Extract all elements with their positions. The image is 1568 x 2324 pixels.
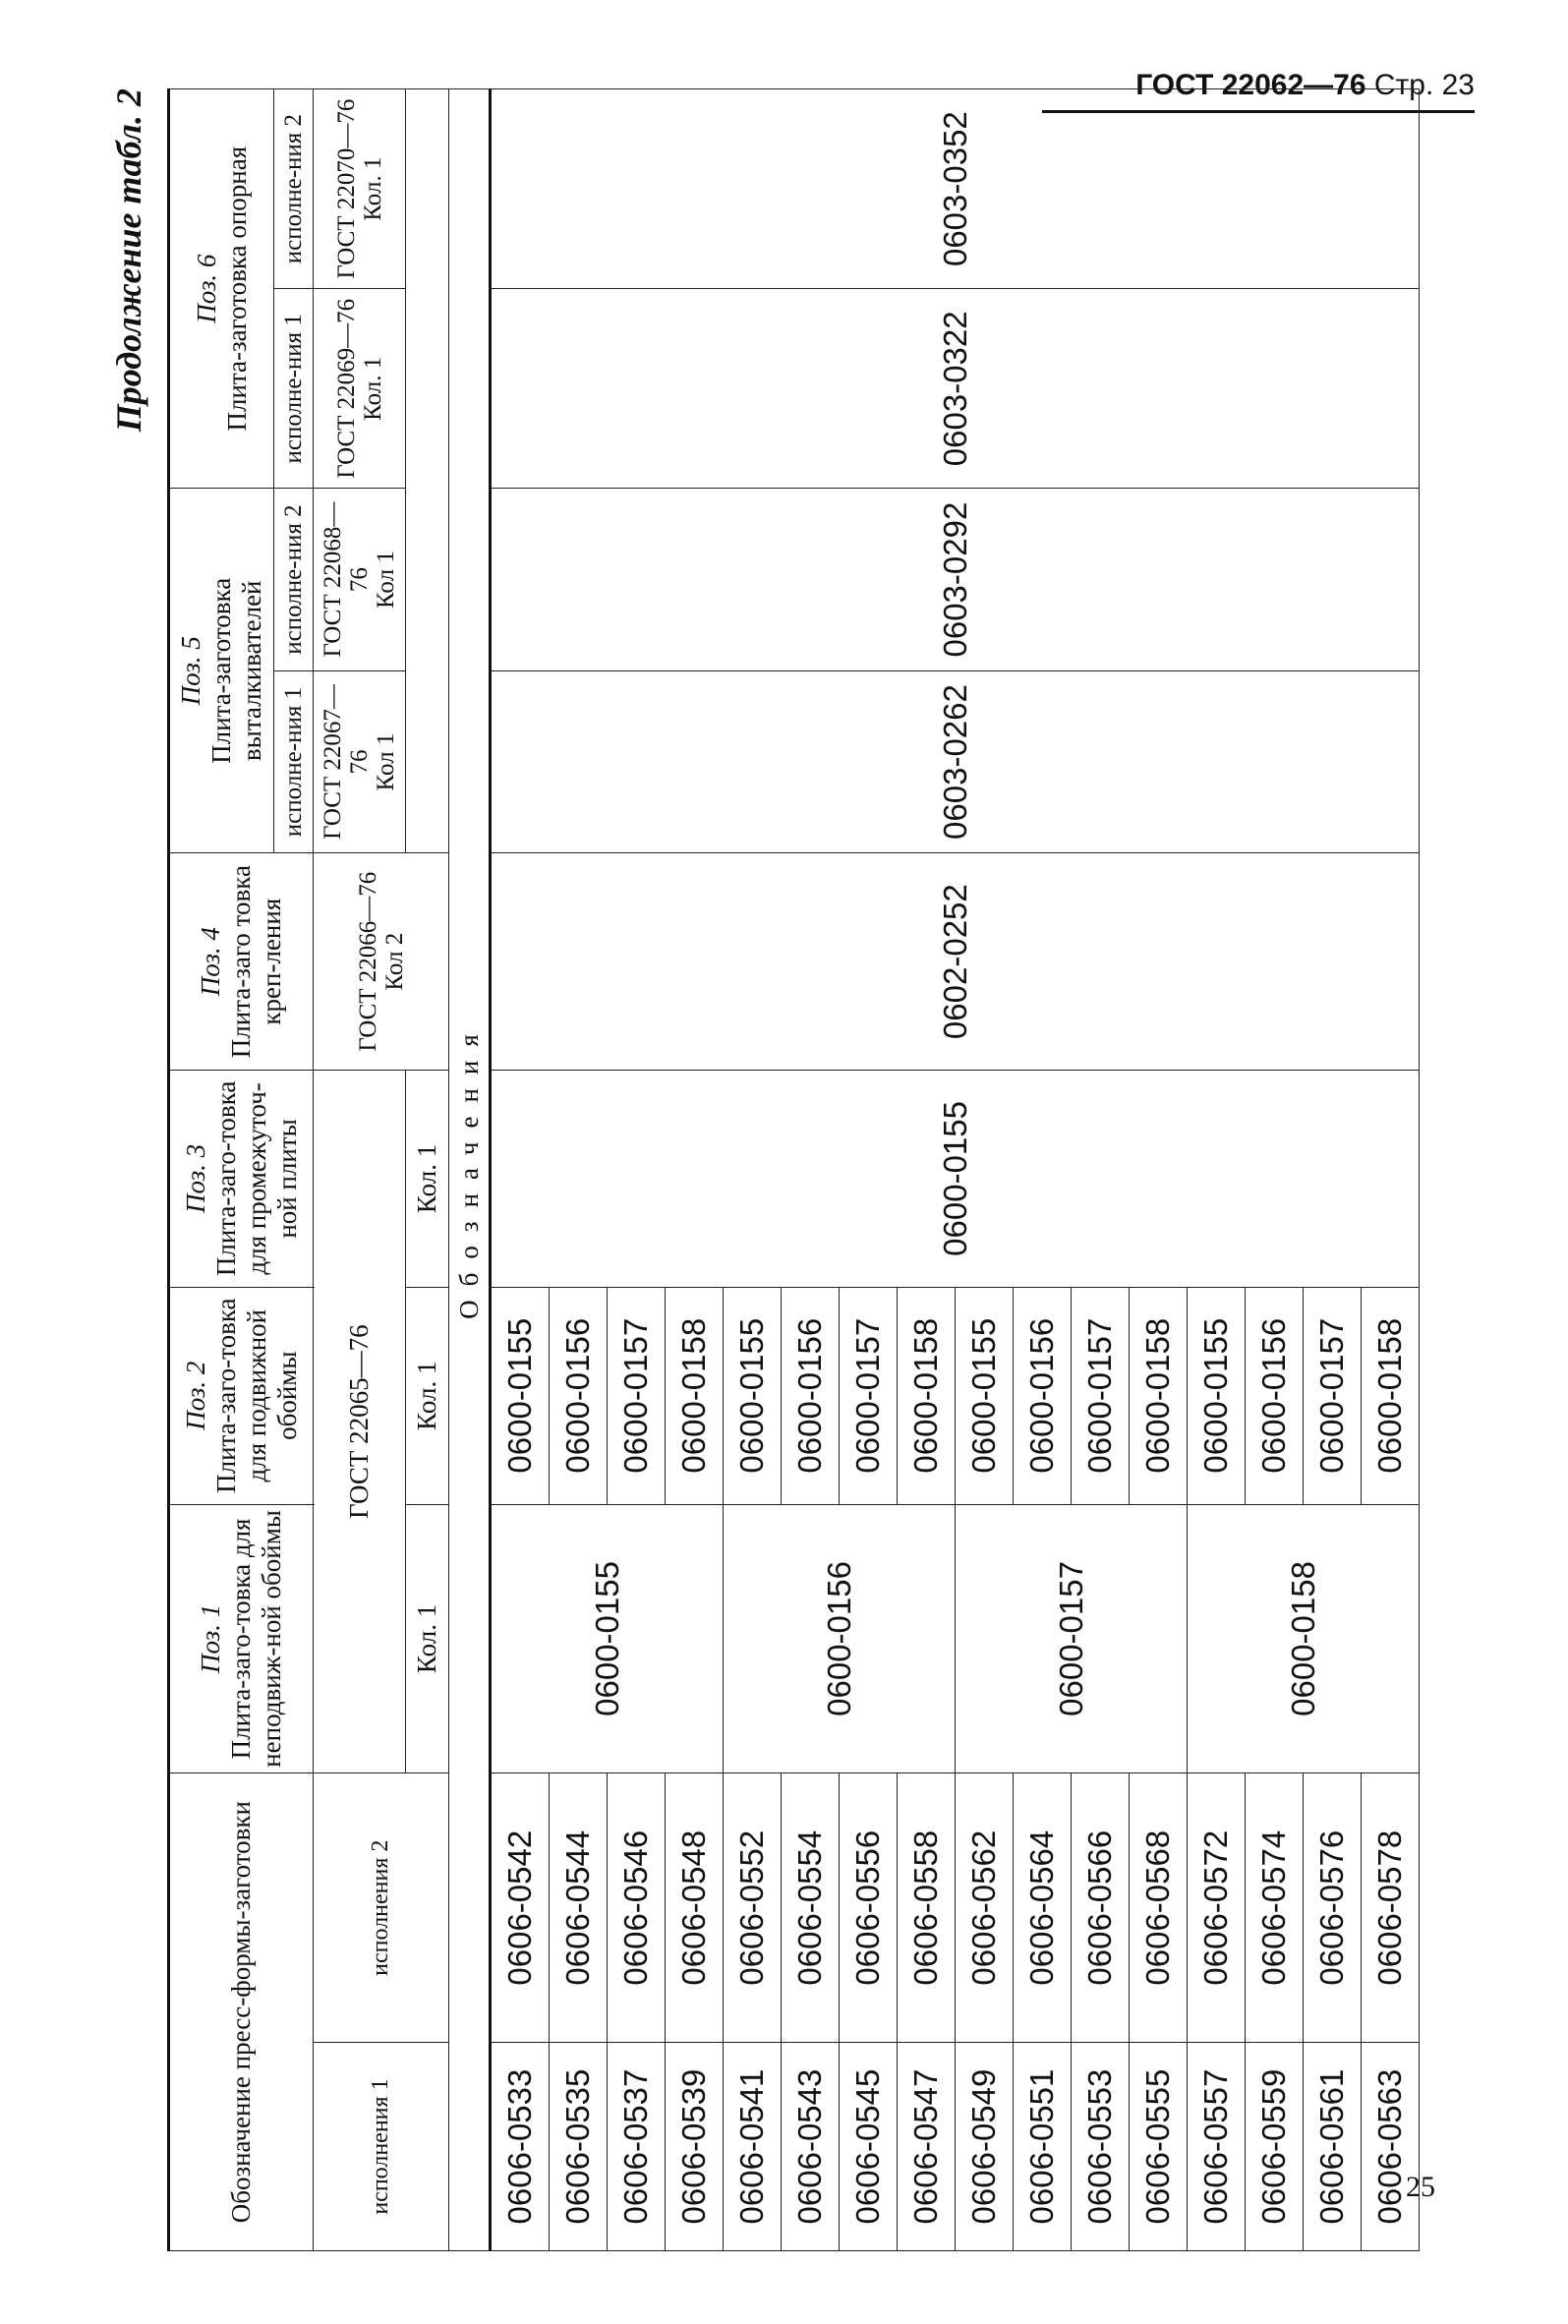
isp1-cell: 0606-0535 [550, 2043, 608, 2251]
isp2-cell: 0606-0564 [1014, 1773, 1072, 2043]
poz2-label: Поз. 2 [180, 1361, 210, 1430]
poz5-v2-std: ГОСТ 22068—76 [319, 501, 373, 658]
poz2-cell: 0600-0156 [1246, 1287, 1304, 1504]
page-label: Стр. 23 [1373, 69, 1475, 101]
poz3-cell: 0600-0155 [491, 1071, 1420, 1288]
designations-label: Обозначения [449, 89, 491, 2251]
press-form-header: Обозначение пресс-формы-заготовки [169, 1773, 314, 2251]
poz4-label: Поз. 4 [196, 927, 225, 997]
poz2-cell: 0600-0158 [666, 1287, 724, 1504]
poz2-cell: 0600-0157 [840, 1287, 898, 1504]
isp1-cell: 0606-0559 [1246, 2043, 1304, 2251]
isp2-cell: 0606-0552 [724, 1773, 782, 2043]
poz1-qty: Кол. 1 [406, 1504, 449, 1773]
isp1-cell: 0606-0563 [1362, 2043, 1420, 2251]
poz2-cell: 0600-0157 [1072, 1287, 1130, 1504]
poz6-v1-qty: Кол. 1 [359, 356, 386, 421]
poz5-v2-header: исполне-ния 2 [274, 489, 314, 670]
poz5-v1-qty: Кол 1 [373, 732, 399, 791]
poz5-v2-cell: 0603-0292 [491, 489, 1420, 670]
isp2-cell: 0606-0542 [491, 1773, 550, 2043]
poz6-name: Плита-заготовка опорная [221, 145, 252, 432]
poz6-v2-cell: 0603-0352 [491, 89, 1420, 289]
isp2-cell: 0606-0558 [898, 1773, 956, 2043]
isp2-cell: 0606-0576 [1304, 1773, 1362, 2043]
isp2-cell: 0606-0578 [1362, 1773, 1420, 2043]
table-row [491, 89, 550, 2251]
isp2-cell: 0606-0566 [1072, 1773, 1130, 2043]
isp1-cell: 0606-0533 [491, 2043, 550, 2251]
poz5-name: Плита-заготовка выталкивателей [206, 577, 266, 764]
isp1-cell: 0606-0543 [782, 2043, 840, 2251]
isp1-cell: 0606-0561 [1304, 2043, 1362, 2251]
poz5-v1-header: исполне-ния 1 [274, 670, 314, 852]
isp2-cell: 0606-0548 [666, 1773, 724, 2043]
poz6-v2-std: ГОСТ 22070—76 [332, 98, 360, 279]
poz1-name: Плита-заго-товка для неподвиж-ной обоймы [226, 1510, 286, 1768]
poz6-header [169, 89, 274, 489]
isp1-cell: 0606-0553 [1072, 2043, 1130, 2251]
poz4-cell: 0602-0252 [491, 853, 1420, 1071]
poz2-cell: 0600-0155 [724, 1287, 782, 1504]
poz6-v1-cell: 0603-0322 [491, 289, 1420, 489]
poz1-cell: 0600-0155 [491, 1504, 724, 1773]
isp1-cell: 0606-0537 [608, 2043, 666, 2251]
poz3-header [169, 1071, 314, 1288]
poz4-std: ГОСТ 22066—76 [354, 871, 381, 1052]
isp2-cell: 0606-0554 [782, 1773, 840, 2043]
poz2-cell: 0600-0158 [1130, 1287, 1188, 1504]
isp1-cell: 0606-0547 [898, 2043, 956, 2251]
poz2-cell: 0600-0158 [898, 1287, 956, 1504]
isp1-cell: 0606-0539 [666, 2043, 724, 2251]
gost-22065-header: ГОСТ 22065—76 [314, 1071, 406, 1773]
table-body [491, 89, 1420, 2251]
poz1-cell: 0600-0158 [1188, 1504, 1420, 1773]
isp2-cell: 0606-0562 [956, 1773, 1014, 2043]
poz1-cell: 0600-0157 [956, 1504, 1188, 1773]
poz5-v1-standard [314, 670, 406, 852]
poz2-cell: 0600-0155 [491, 1287, 550, 1504]
poz2-name: Плита-заго-товка для подвижной обоймы [210, 1298, 302, 1493]
poz1-label: Поз. 1 [196, 1603, 225, 1674]
poz56-blank [406, 89, 449, 853]
poz2-cell: 0600-0156 [1014, 1287, 1072, 1504]
poz5-v2-qty: Кол 1 [373, 551, 399, 609]
poz2-qty: Кол. 1 [406, 1287, 449, 1504]
isp1-cell: 0606-0555 [1130, 2043, 1188, 2251]
page-number: 25 [1406, 2171, 1435, 2203]
isp1-cell: 0606-0557 [1188, 2043, 1246, 2251]
poz2-cell: 0600-0155 [956, 1287, 1014, 1504]
isp1-cell: 0606-0541 [724, 2043, 782, 2251]
poz2-cell: 0600-0157 [608, 1287, 666, 1504]
isp2-cell: 0606-0544 [550, 1773, 608, 2043]
poz6-v1-header: исполне-ния 1 [274, 289, 314, 489]
poz6-v1-std: ГОСТ 22069—76 [332, 298, 360, 479]
poz5-v2-standard [314, 489, 406, 670]
isp2-cell: 0606-0556 [840, 1773, 898, 2043]
isp2-cell: 0606-0568 [1130, 1773, 1188, 2043]
poz1-cell: 0600-0156 [724, 1504, 956, 1773]
poz5-v1-std: ГОСТ 22067—76 [319, 684, 373, 840]
poz2-header [169, 1287, 314, 1504]
isp2-cell: 0606-0572 [1188, 1773, 1246, 2043]
isp2-cell: 0606-0546 [608, 1773, 666, 2043]
poz5-header [169, 489, 274, 853]
isp2-cell: 0606-0574 [1246, 1773, 1304, 2043]
poz4-header [169, 853, 314, 1071]
poz4-standard [314, 853, 449, 1071]
isp1-cell: 0606-0549 [956, 2043, 1014, 2251]
poz3-label: Поз. 3 [180, 1143, 210, 1214]
poz6-v1-standard [314, 289, 406, 489]
table-head [169, 89, 491, 2251]
poz6-v2-qty: Кол. 1 [359, 156, 386, 221]
table-caption: Продолжение табл. 2 [109, 88, 148, 433]
poz6-label: Поз. 6 [191, 254, 221, 323]
poz3-name: Плита-заго-товка для промежуточ-ной плиты [210, 1080, 302, 1277]
isp2-header: исполнения 2 [314, 1773, 449, 2043]
poz3-qty: Кол. 1 [406, 1071, 449, 1288]
rotated-table-container [98, 88, 1524, 2251]
poz4-name: Плита-заго товка креп-ления [226, 865, 286, 1059]
poz2-cell: 0600-0158 [1362, 1287, 1420, 1504]
poz6-v2-header: исполне-ния 2 [274, 89, 314, 289]
poz2-cell: 0600-0155 [1188, 1287, 1246, 1504]
poz1-header [169, 1504, 314, 1773]
isp1-cell: 0606-0545 [840, 2043, 898, 2251]
isp1-cell: 0606-0551 [1014, 2043, 1072, 2251]
specification-table [167, 88, 1420, 2251]
poz2-cell: 0600-0156 [782, 1287, 840, 1504]
gost-number: ГОСТ 22062—76 [1135, 69, 1366, 101]
isp1-header: исполнения 1 [314, 2043, 449, 2251]
poz6-v2-standard [314, 89, 406, 289]
poz2-cell: 0600-0157 [1304, 1287, 1362, 1504]
poz5-label: Поз. 5 [176, 636, 205, 706]
poz4-qty: Кол 2 [380, 932, 408, 991]
poz2-cell: 0600-0156 [550, 1287, 608, 1504]
poz5-v1-cell: 0603-0262 [491, 670, 1420, 852]
